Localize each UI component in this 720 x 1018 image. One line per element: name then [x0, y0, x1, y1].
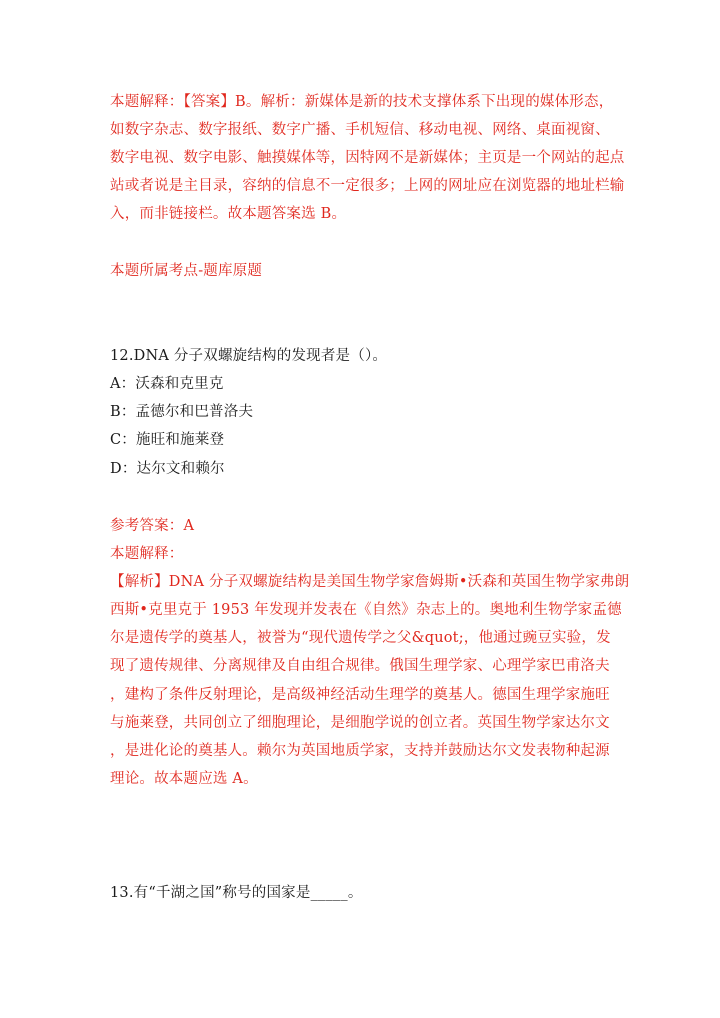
q11-explanation-line-1: 本题解释：【答案】B。解析：新媒体是新的技术支撑体系下出现的媒体形态，: [110, 94, 614, 110]
q11-explanation-line-2: 如数字杂志、数字报纸、数字广播、手机短信、移动电视、网络、桌面视窗、: [110, 122, 610, 138]
q12-stem: 12.DNA 分子双螺旋结构的发现者是（）。: [110, 348, 388, 364]
q12-explanation-line-4: 现了遗传规律、分离规律及自由组合规律。俄国生理学家、心理学家巴甫洛夫: [110, 658, 610, 674]
q12-explanation-line-7: ，是进化论的奠基人。赖尔为英国地质学家，支持并鼓励达尔文发表物种起源: [110, 743, 610, 759]
q12-answer: 参考答案：A: [110, 518, 195, 534]
q12-option-c: C：施旺和施莱登: [110, 432, 225, 448]
q12-explanation-line-5: ，建构了条件反射理论，是高级神经活动生理学的奠基人。德国生理学家施旺: [110, 687, 610, 703]
q11-explanation-line-4: 站或者说是主目录，容纳的信息不一定很多；上网的网址应在浏览器的地址栏输: [110, 178, 625, 194]
q12-option-b: B：孟德尔和巴普洛夫: [110, 404, 254, 420]
q12-option-d: D：达尔文和赖尔: [110, 461, 225, 477]
q12-explanation-line-6: 与施莱登，共同创立了细胞理论，是细胞学说的创立者。英国生物学家达尔文: [110, 715, 610, 731]
q11-source: 本题所属考点-题库原题: [110, 263, 263, 279]
q13-stem: 13.有“千湖之国”称号的国家是_____。: [110, 885, 363, 901]
q12-explanation-line-1: 【解析】DNA 分子双螺旋结构是美国生物学家詹姆斯•沃森和英国生物学家弗朗: [110, 574, 630, 590]
q12-explanation-label: 本题解释：: [110, 546, 184, 562]
q12-explanation-line-8: 理论。故本题应选 A。: [110, 771, 258, 787]
q11-explanation-line-3: 数字电视、数字电影、触摸媒体等，因特网不是新媒体；主页是一个网站的起点: [110, 150, 625, 166]
q12-option-a: A：沃森和克里克: [110, 376, 224, 392]
q11-explanation-line-5: 入，而非链接栏。故本题答案选 B。: [110, 206, 347, 222]
q12-explanation-line-3: 尔是遗传学的奠基人，被誉为“现代遗传学之父&quot;，他通过豌豆实验，发: [110, 630, 611, 646]
q12-explanation-line-2: 西斯•克里克于 1953 年发现并发表在《自然》杂志上的。奥地利生物学家孟德: [110, 602, 622, 618]
